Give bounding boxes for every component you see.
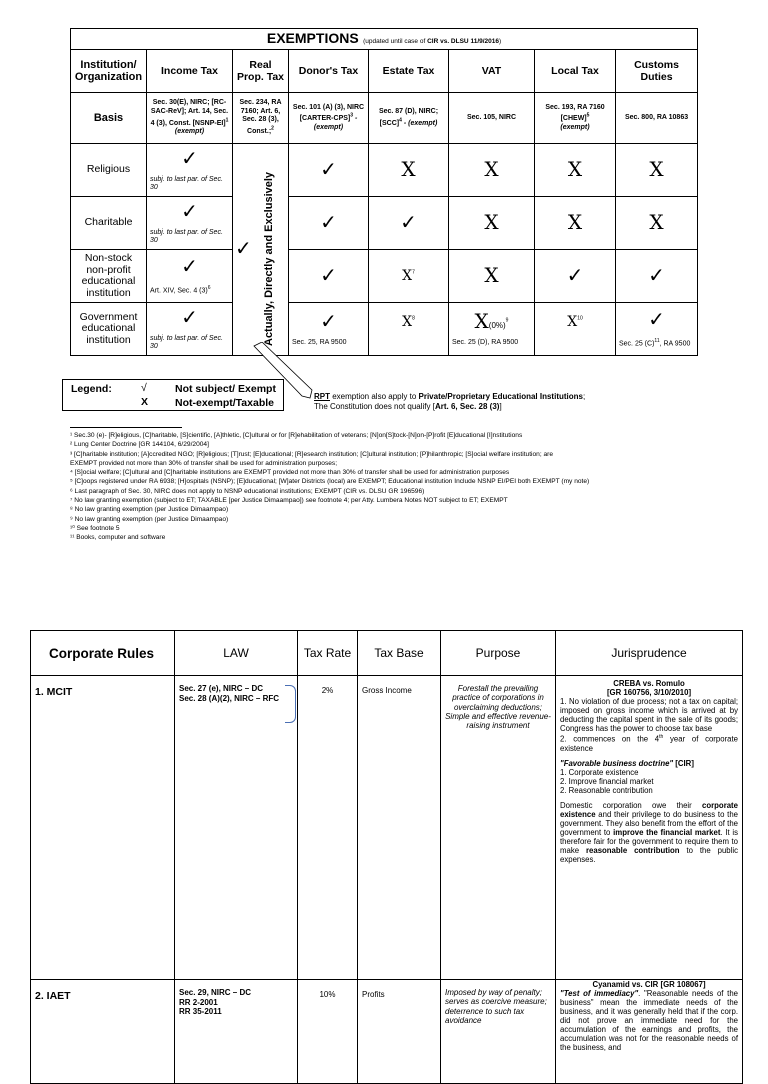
juris-iaet-body: . "Reasonable needs of the business" mean the immediate needs of the business, and it was generally held that if the corp. did not prove an immediate need for the accumulation of the earnings and profits, the accumulation was not for the reasonable needs of the business, and [560, 989, 738, 1052]
basis-customs [616, 93, 698, 144]
mcit-brace [285, 685, 296, 723]
gov-income-note: subj. to last par. of Sec. 30 [150, 334, 223, 350]
x-icon: X [567, 210, 583, 234]
basis-estate-note: - (exempt) [401, 119, 438, 127]
law-iaet-line3: RR 35-2011 [179, 1007, 222, 1016]
charitable-local [535, 197, 616, 250]
basis-income [147, 93, 233, 144]
legend-check-icon: √ [141, 382, 147, 394]
juris-mcit-point1: 1. No violation of due process; not a tax on capital; imposed on gross income which is arrived at by deducting the capital spent in the sale of its goods; Congress has the power to choose tax base [560, 697, 738, 733]
x-icon: X [401, 157, 416, 181]
header-purpose: Purpose [441, 631, 556, 676]
rule-mcit: 1. MCIT [31, 676, 175, 980]
basis-label: Basis [71, 93, 147, 144]
header-vat: VAT [449, 50, 535, 93]
header-estate-tax: Estate Tax [369, 50, 449, 93]
charitable-income [147, 197, 233, 250]
charitable-vat [449, 197, 535, 250]
footnote-4: ⁴ [S]ocial welfare; [C]ultural and [C]haritable institutions are EXEMPT provided not more than 30% of transfer shall be used for administration purposes [70, 469, 510, 477]
rpt-note-constitution: The Constitution does not qualify [ [314, 402, 435, 411]
nsnp-income-sup: 6 [207, 284, 211, 291]
x-icon: X [649, 157, 664, 181]
basis-estate-sup: 4 [399, 117, 402, 124]
religious-income-note: subj. to last par. of Sec. 30 [150, 175, 223, 191]
juris-iaet [556, 980, 743, 1084]
subtitle-case: CIR vs. DLSU [427, 38, 469, 45]
basis-vat [449, 93, 535, 144]
x-icon: X [484, 210, 499, 234]
rpt-note-text: exemption also apply to [330, 392, 419, 401]
religious-income [147, 144, 233, 197]
juris-mcit-pe: . It is therefore fair for the government to require them to make [560, 827, 738, 855]
basis-real-prop-text: Sec. 234, RA 7160; Art. 6, Sec. 28 (3), Const.; [239, 99, 282, 136]
basis-vat-text: Sec. 105, NIRC [466, 113, 517, 121]
nsnp-donors [289, 250, 369, 303]
juris-mcit-doctrine [560, 759, 738, 768]
check-icon: ✓ [181, 147, 198, 170]
juris-mcit-pf: reasonable contribution [585, 845, 680, 855]
footnote-1: ¹ Sec.30 (e)- [R]eligious, [C]haritable, [S]cientific, [A]thletic, [C]ultural or for [R]ehabilitation of veterans; [N]on[S]tock-[N]on-[P]rofit [E]ducational [I]nstitutions [70, 432, 523, 439]
nsnp-estate [369, 250, 449, 303]
check-icon: ✓ [400, 211, 417, 234]
rule-iaet: 2. IAET [31, 980, 175, 1084]
x-icon: X [484, 263, 499, 287]
legend-x-text: Not-exempt/Taxable [175, 397, 274, 409]
religious-vat [449, 144, 535, 197]
rpt-note-line2 [314, 402, 585, 412]
footnote-3: ³ [C]haritable institution; [A]ccredited NGO; [R]eligious; [T]rust; [E]ducational; [R]esearch institution; [C]ultural institution; [P]hilanthropic; [S]ocial welfare institution; are [70, 450, 554, 458]
charitable-income-note: subj. to last par. of Sec. 30 [150, 228, 223, 244]
juris-mcit-pc: and their privilege to do business to the government. They also benefit from the effort of the government to [560, 809, 738, 837]
x-icon: X [649, 210, 664, 234]
law-mcit [175, 676, 298, 980]
gov-local-sup: 10 [577, 315, 583, 322]
real-prop-vertical-label: Actually, Directly and Exclusively [263, 171, 275, 347]
nsnp-customs [616, 250, 698, 303]
juris-mcit-list2: 2. Improve financial market [560, 776, 654, 786]
header-customs-duties: Customs Duties [616, 50, 698, 93]
nsnp-vat [449, 250, 535, 303]
juris-mcit-point2 [560, 733, 738, 753]
basis-income-note: (exempt) [174, 128, 205, 136]
table-row [31, 980, 743, 1084]
header-tax-base: Tax Base [358, 631, 441, 676]
gov-vat [449, 303, 535, 356]
juris-mcit-pd: improve the financial market [613, 827, 721, 837]
juris-mcit-point2a: 2. commences on the 4 [560, 734, 660, 744]
basis-local-sup: 5 [586, 113, 590, 120]
purpose-mcit: Forestall the prevailing practice of corporations in overclaiming deductions; Simple and effective revenue-raising instrument [441, 676, 556, 980]
purpose-iaet: Imposed by way of penalty; serves as coercive measure; deterrence to such tax avoidance [441, 980, 556, 1084]
religious-donors [289, 144, 369, 197]
header-real-prop-tax: Real Prop. Tax [233, 50, 289, 93]
row-label-nsnp: Non-stock non-profit educational institution [71, 250, 147, 303]
row-label-charitable: Charitable [71, 197, 147, 250]
footnote-separator [70, 427, 182, 428]
row-label-government: Government educational institution [71, 303, 147, 356]
x-icon: X [484, 157, 499, 181]
basis-donors [289, 93, 369, 144]
gov-income [147, 303, 233, 356]
rpt-note-article: Art. 6, Sec. 28 (3) [434, 402, 500, 411]
basis-income-sup: 1 [225, 117, 229, 124]
basis-customs-text: Sec. 800, RA 10863 [624, 113, 689, 121]
x-icon: X [567, 314, 578, 330]
charitable-donors [289, 197, 369, 250]
basis-income-text: Sec. 30(E), NIRC; [RC-SAC-ReV]; Art. 14, Sec. 4 (3), Const. [NSNP-EI] [150, 99, 229, 127]
nsnp-income [147, 250, 233, 303]
legend-x-icon: X [141, 396, 149, 408]
charitable-estate [369, 197, 449, 250]
header-tax-rate: Tax Rate [298, 631, 358, 676]
juris-mcit-point2b: year of corporate existence [560, 734, 739, 753]
religious-customs [616, 144, 698, 197]
rpt-note-bracket: ] [499, 402, 502, 411]
exemptions-table [70, 28, 698, 356]
juris-mcit-point2sup: th [659, 734, 664, 740]
header-income-tax: Income Tax [147, 50, 233, 93]
header-law: LAW [175, 631, 298, 676]
footnote-6: ⁶ Last paragraph of Sec. 30, NIRC does not apply to NSNP educational institutions; EXEMPT (CIR vs. DLSU GR 196596) [70, 487, 425, 495]
rpt-note [314, 392, 585, 412]
juris-mcit-doctrine-name: "Favorable business doctrine" [560, 758, 674, 768]
basis-donors-text: Sec. 101 (A) (3), NIRC [CARTER-CPS] [292, 103, 365, 123]
base-mcit: Gross Income [358, 676, 441, 980]
check-icon: ✓ [320, 158, 337, 181]
x-icon: X [474, 309, 489, 333]
juris-iaet-case: Cyanamid vs. CIR [GR 108067] [592, 980, 706, 989]
gov-estate-sup: 8 [412, 315, 415, 322]
rpt-note-rpt: RPT [314, 392, 330, 401]
juris-mcit-paragraph [560, 801, 738, 864]
gov-vat-note: Sec. 25 (D), RA 9500 [452, 339, 519, 346]
basis-real-prop-sup: 2 [271, 125, 274, 132]
footnote-5: ⁵ [C]oops registered under RA 6938; [H]ospitals (NSNP); [E]ducational; [W]ater Districts (local) are EXEMPT; Educational institution Include NSNP EI/PEI both EXEMPT (my note) [70, 478, 590, 486]
footnote-7: ⁷ No law granting exemption (subject to ET; TAXABLE [per Justice Dimaampao]) see footnote 4; per Atty. Lumbera Notes NOT subject to ET; EXEMPT [70, 497, 508, 505]
subtitle-date: 11/9/2016 [468, 38, 500, 45]
legend-title: Legend: [71, 383, 112, 395]
basis-real-prop [233, 93, 289, 144]
gov-customs-note-text: Sec. 25 (C) [619, 340, 655, 348]
rate-iaet: 10% [298, 980, 358, 1084]
x-icon: X [402, 268, 413, 284]
footnotes [70, 431, 710, 543]
gov-estate-spacer [372, 337, 445, 345]
exemptions-title: EXEMPTIONS [266, 30, 359, 46]
juris-mcit-pa: Domestic corporation owe their [560, 800, 703, 810]
nsnp-estate-sup: 7 [412, 269, 415, 276]
check-icon: ✓ [320, 264, 337, 287]
check-icon: ✓ [181, 200, 198, 223]
check-icon: ✓ [235, 238, 252, 260]
footnote-2: ² Lung Center Doctrine [GR 144104, 6/29/2004] [70, 441, 209, 449]
legend-check-text: Not subject/ Exempt [175, 383, 276, 395]
basis-local-note: (exempt) [560, 123, 590, 131]
check-icon: ✓ [566, 264, 584, 287]
rate-mcit: 2% [298, 676, 358, 980]
basis-donors-sup: 3 [350, 113, 354, 120]
law-mcit-line1: Sec. 27 (e), NIRC – DC [179, 684, 264, 693]
gov-donors-note: Sec. 25, RA 9500 [292, 338, 347, 346]
law-iaet-line2: RR 2-2001 [179, 997, 218, 1007]
footnote-10: ¹⁰ See footnote 5 [70, 524, 120, 532]
religious-estate [369, 144, 449, 197]
nsnp-income-note-text: Art. XIV, Sec. 4 (3) [150, 287, 208, 295]
gov-customs-sup: 11 [654, 337, 660, 344]
juris-mcit-doctrine-src: [CIR] [673, 758, 694, 768]
footnote-9: ⁹ No law granting exemption (per Justice Dimaampao) [70, 515, 229, 523]
basis-local [535, 93, 616, 144]
law-iaet [175, 980, 298, 1084]
subtitle-prefix: (updated until case of [363, 38, 428, 45]
rpt-note-semicolon: ; [582, 392, 586, 401]
rpt-note-line1 [314, 392, 585, 402]
juris-iaet-test: "Test of immediacy" [560, 989, 639, 998]
basis-donors-note: - (exempt) [313, 115, 358, 131]
juris-mcit-pb: corporate existence [560, 800, 738, 819]
law-iaet-line1: Sec. 29, NIRC – DC [179, 988, 252, 997]
juris-iaet-text [560, 989, 738, 1052]
gov-estate [369, 303, 449, 356]
exemptions-title-cell [71, 29, 698, 50]
charitable-customs [616, 197, 698, 250]
rpt-note-institutions: Private/Proprietary Educational Institutions [418, 392, 583, 401]
basis-estate-text: Sec. 87 (D), NIRC; [SCC] [378, 107, 439, 127]
header-institution: Institution/ Organization [71, 50, 147, 93]
check-icon: ✓ [648, 264, 665, 287]
juris-mcit-list3: 2. Reasonable contribution [560, 785, 653, 795]
nsnp-income-note [150, 284, 229, 295]
footnote-8: ⁸ No law granting exemption (per Justice Dimaampao) [70, 506, 229, 514]
gov-local [535, 303, 616, 356]
basis-estate [369, 93, 449, 144]
religious-local [535, 144, 616, 197]
footnote-11: ¹¹ Books, computer and software [70, 534, 166, 542]
base-iaet: Profits [358, 980, 441, 1084]
header-corporate-rules: Corporate Rules [31, 631, 175, 676]
juris-mcit [556, 676, 743, 980]
exemptions-subtitle [363, 38, 501, 45]
corporate-rules-table [30, 630, 743, 1084]
check-icon: ✓ [181, 255, 198, 278]
gov-vat-rate: (0%) [488, 321, 506, 330]
header-local-tax: Local Tax [535, 50, 616, 93]
subtitle-suffix: ) [499, 38, 502, 45]
juris-mcit-case: CREBA vs. Romulo [613, 679, 685, 688]
table-row [31, 676, 743, 980]
check-icon: ✓ [320, 211, 337, 234]
header-donors-tax: Donor's Tax [289, 50, 369, 93]
x-icon: X [402, 314, 413, 330]
gov-customs-note [619, 337, 694, 348]
law-mcit-line2: Sec. 28 (A)(2), NIRC – RFC [179, 693, 280, 703]
gov-customs [616, 303, 698, 356]
row-label-religious: Religious [71, 144, 147, 197]
gov-vat-sup: 9 [505, 317, 509, 324]
gov-local-spacer [538, 337, 612, 345]
check-icon: ✓ [648, 308, 665, 331]
footnote-3-cont: EXEMPT provided not more than 30% of transfer shall be used for administration purposes; [70, 459, 338, 467]
x-icon: X [567, 157, 583, 181]
check-icon: ✓ [181, 306, 198, 329]
juris-mcit-list1: 1. Corporate existence [560, 767, 639, 777]
juris-mcit-pg: to the public expenses. [560, 845, 738, 864]
basis-local-text: Sec. 193, RA 7160 [CHEW] [545, 103, 605, 123]
juris-mcit-gr: [GR 160756, 3/10/2010] [606, 688, 692, 697]
legend-box [62, 379, 284, 411]
header-jurisprudence: Jurisprudence [556, 631, 743, 676]
gov-customs-note-tail: , RA 9500 [659, 340, 691, 348]
nsnp-local [535, 250, 616, 303]
check-icon: ✓ [320, 310, 337, 333]
real-prop-merged-cell [233, 144, 289, 356]
